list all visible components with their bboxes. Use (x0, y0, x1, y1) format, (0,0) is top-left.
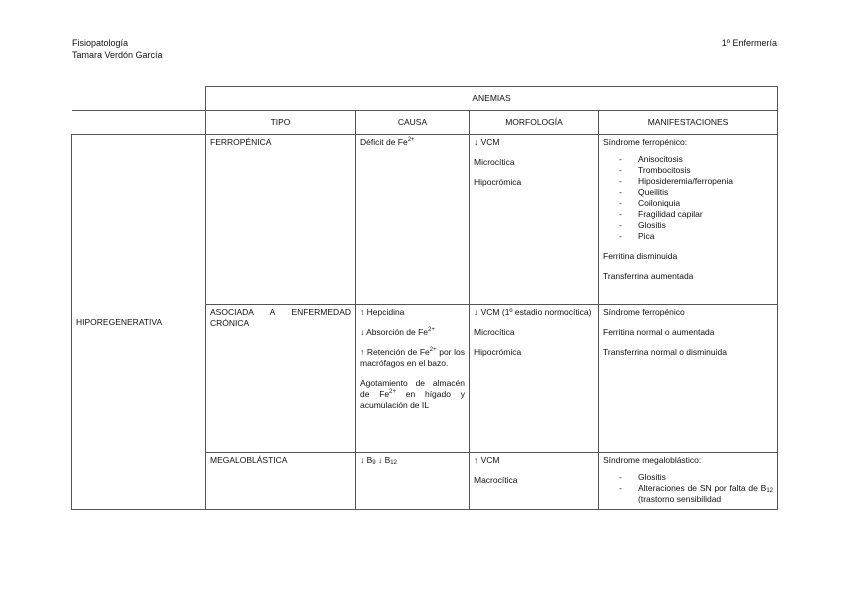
manifestaciones-extra: Ferritina disminuida (603, 251, 678, 261)
causa-item: ↑ Hepcidina (360, 307, 405, 317)
list-item: - Anisocitosis (603, 154, 773, 165)
manifestaciones-cell (599, 305, 778, 453)
table-row (72, 135, 778, 305)
subject-name: Fisiopatología (72, 38, 129, 48)
table-title: ANEMIAS (206, 87, 778, 111)
manifestaciones-extra: Transferrina aumentada (603, 271, 694, 281)
column-header-causa: CAUSA (356, 111, 470, 135)
causa-item: ↓ Absorción de $Fe^{2+}$ (360, 327, 435, 337)
morfologia-cell (470, 135, 599, 305)
manifestaciones-item: Síndrome ferropénico (603, 307, 685, 317)
morfologia-cell (470, 305, 599, 453)
author-name: Tamara Verdón García (72, 50, 163, 60)
morfologia-item: Microcítica (474, 157, 515, 167)
causa-cell (356, 453, 470, 510)
manifestaciones-item: Ferritina normal o aumentada (603, 327, 715, 337)
list-item: - Trombocitosis (603, 165, 773, 176)
list-item: - Queilitis (603, 187, 773, 198)
causa-cell (356, 135, 470, 305)
list-item: - Pica (603, 231, 773, 242)
column-header-morfologia: MORFOLOGÍA (470, 111, 599, 135)
tipo-cell: ASOCIADA A ENFERMEDAD CRÓNICA (206, 305, 356, 453)
table-corner (72, 87, 206, 111)
manifestaciones-cell (599, 135, 778, 305)
causa-item: ↑ Retención de $Fe^{2+}$ por los macrófagos en el bazo. (360, 347, 466, 368)
morfologia-item: Hipocrómica (474, 177, 522, 187)
manifestaciones-intro: Síndrome megaloblástico: (603, 455, 702, 465)
manifestaciones-list (603, 154, 773, 242)
causa-text: Déficit de $Fe^{2+}$ (360, 137, 415, 147)
list-item: - Fragilidad capilar (603, 209, 773, 220)
morfologia-item: ↑ VCM (474, 455, 500, 465)
list-item: - Alteraciones de SN por falta de $B_{12}$ (trastorno sensibilidad (603, 483, 773, 505)
morfologia-item: Macrocítica (474, 475, 518, 485)
morfologia-item: Microcítica (474, 327, 515, 337)
causa-item: Agotamiento de almacén de $Fe^{2+}$ en hígado y acumulación de IL (360, 378, 465, 410)
table-corner-2 (72, 111, 206, 135)
tipo-cell: MEGALOBLÁSTICA (206, 453, 356, 510)
group-label-hiporegenerativa: HIPOREGENERATIVA (72, 135, 206, 510)
list-item: - Coiloniquia (603, 198, 773, 209)
column-header-manifestaciones: MANIFESTACIONES (599, 111, 778, 135)
manifestaciones-intro: Síndrome ferropénico: (603, 137, 688, 147)
page-header-left (72, 37, 163, 61)
anemias-table (71, 86, 778, 510)
list-item: - Glositis (603, 220, 773, 231)
morfologia-cell (470, 453, 599, 510)
tipo-cell: FERROPÉNICA (206, 135, 356, 305)
list-item: - Glositis (603, 472, 773, 483)
causa-cell (356, 305, 470, 453)
manifestaciones-item: Transferrina normal o disminuida (603, 347, 727, 357)
course-label: 1º Enfermería (721, 38, 777, 48)
morfologia-item: ↓ VCM (474, 137, 500, 147)
column-header-tipo: TIPO (206, 111, 356, 135)
list-item: - Hiposideremia/ferropenia (603, 176, 773, 187)
morfologia-item: Hipocrómica (474, 347, 522, 357)
causa-text: ↓ $B_9$ ↓ $B_{12}$ (360, 455, 397, 466)
manifestaciones-list (603, 472, 773, 505)
manifestaciones-cell (599, 453, 778, 510)
morfologia-item: ↓ VCM (1º estadio normocítica) (474, 307, 592, 317)
